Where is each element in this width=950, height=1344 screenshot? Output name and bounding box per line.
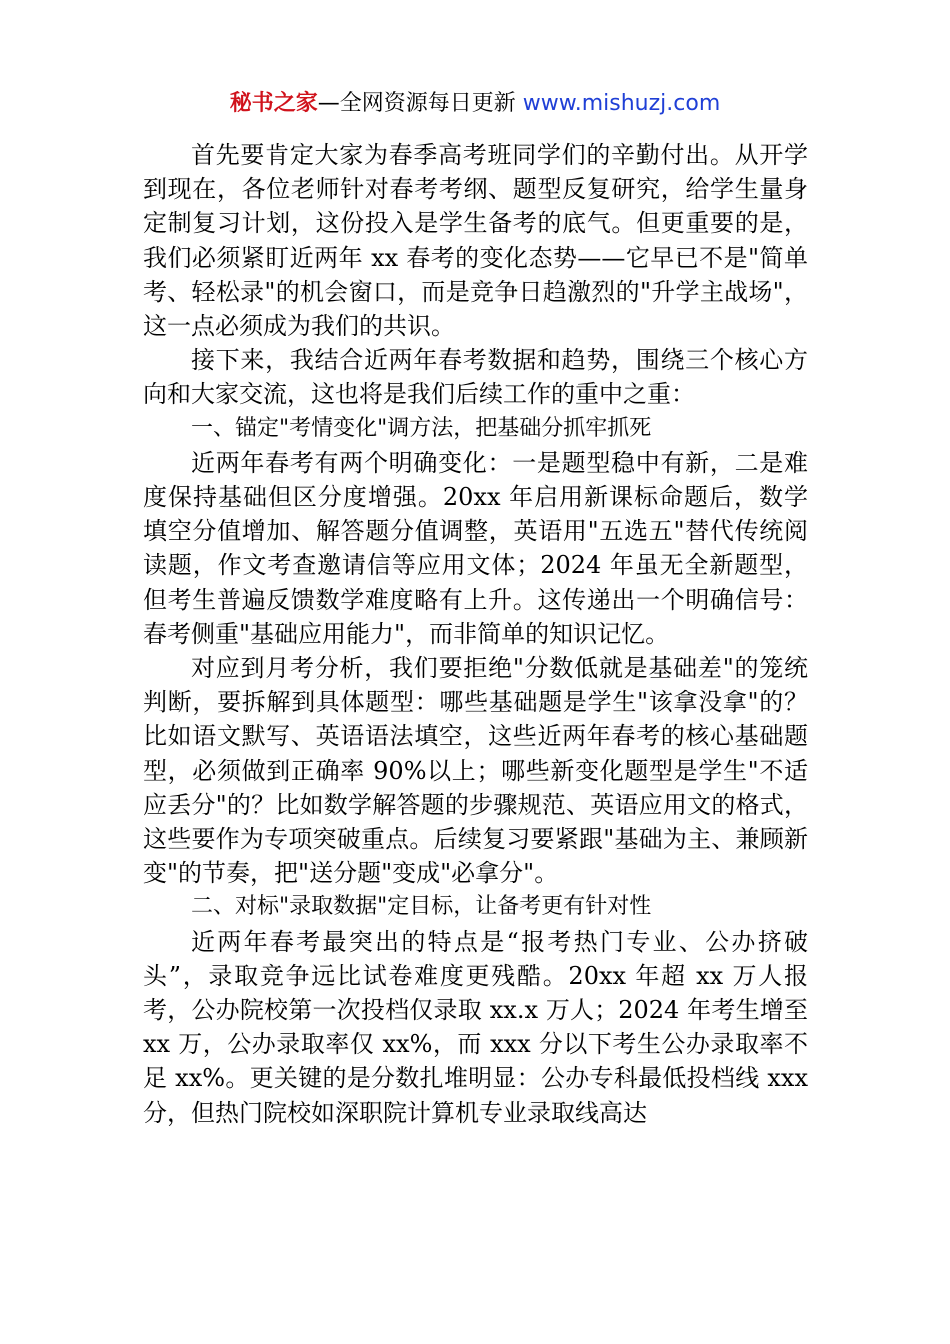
site-url-link[interactable]: www.mishuzj.com xyxy=(522,91,721,116)
header-tagline: —全网资源每日更新 xyxy=(317,91,523,116)
section-heading-1: 一、锚定"考情变化"调方法，把基础分抓牢抓死 xyxy=(191,415,652,441)
paragraph-transition: 接下来，我结合近两年春考数据和趋势，围绕三个核心方向和大家交流，这也将是我们后续工作的重中之重： xyxy=(143,346,808,409)
brand-name: 秘书之家 xyxy=(229,91,318,116)
section-heading-2: 二、对标"录取数据"定目标，让备考更有针对性 xyxy=(191,894,652,920)
paragraph-admission-data: 近两年春考最突出的特点是“报考热门专业、公办挤破头”，录取竞争远比试卷难度更残酷。20xx 年超 xx 万人报考，公办院校第一次投档仅录取 xx.x 万人；2024 年考生增至 xx 万，公办录取率仅 xx%，而 xxx 分以下考生公办录取率不足 xx%。更关键的是分数扎堆明显：公办专科最低投档线 xxx 分，但热门院校如深职院计算机专业录取线高达 xyxy=(143,927,808,1127)
paragraph-exam-changes: 近两年春考有两个明确变化：一是题型稳中有新，二是难度保持基础但区分度增强。20xx 年启用新课标命题后，数学填空分值增加、解答题分值调整，英语用"五选五"替代传统阅读题，作文考查邀请信等应用文体；2024 年虽无全新题型，但考生普遍反馈数学难度略有上升。这传递出一个明确信号：春考侧重"基础应用能力"，而非简单的知识记忆。 xyxy=(143,448,808,648)
paragraph-intro: 首先要肯定大家为春季高考班同学们的辛勤付出。从开学到现在，各位老师针对春考考纲、题型反复研究，给学生量身定制复习计划，这份投入是学生备考的底气。但更重要的是，我们必须紧盯近两年 xx 春考的变化态势——它早已不是"简单考、轻松录"的机会窗口，而是竞争日趋激烈的"升学主战场"，这一点必须成为我们的共识。 xyxy=(143,141,808,341)
paragraph-monthly-analysis: 对应到月考分析，我们要拒绝"分数低就是基础差"的笼统判断，要拆解到具体题型：哪些基础题是学生"该拿没拿"的？比如语文默写、英语语法填空，这些近两年春考的核心基础题型，必须做到正确率 90%以上；哪些新变化题型是学生"不适应丢分"的？比如数学解答题的步骤规范、英语应用文的格式，这些要作为专项突破重点。后续复习要紧跟"基础为主、兼顾新变"的节奏，把"送分题"变成"必拿分"。 xyxy=(143,654,808,888)
page-header xyxy=(0,88,950,120)
document-body xyxy=(143,138,808,1130)
